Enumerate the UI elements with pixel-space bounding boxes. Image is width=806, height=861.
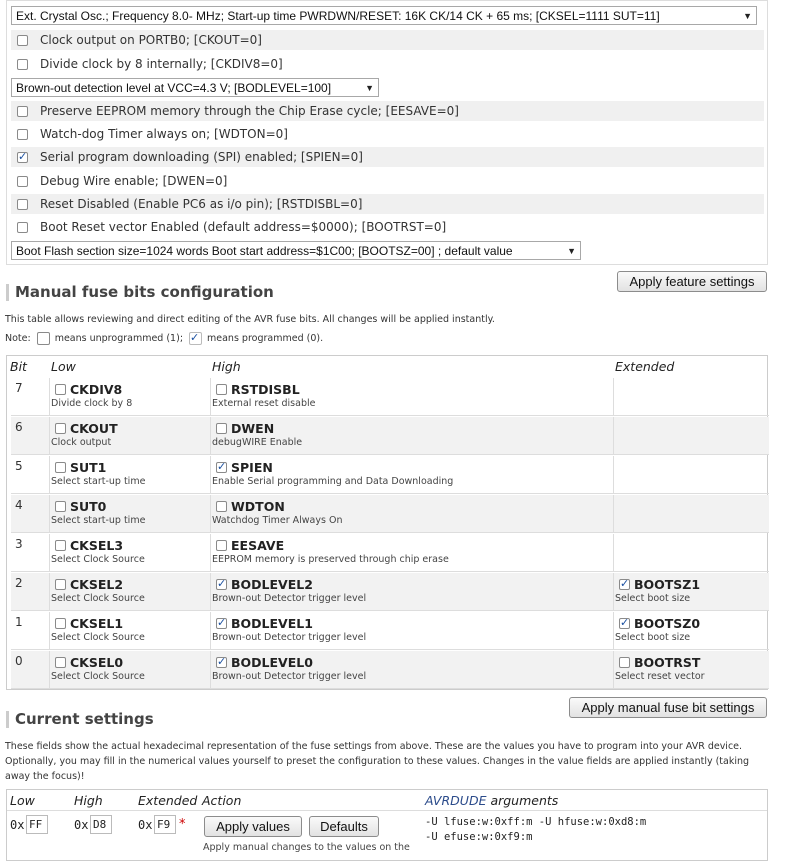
dwen-row[interactable] — [11, 171, 764, 191]
column-divider — [613, 456, 614, 493]
cv-header-high: High — [74, 793, 103, 808]
wdton-checkbox[interactable] — [17, 129, 28, 140]
fuse-name: CKSEL2 — [70, 577, 124, 592]
high-prefix: 0x — [74, 818, 89, 832]
dwen-checkbox[interactable] — [17, 176, 28, 187]
fuse-cell-dwen — [212, 421, 302, 448]
spien-checkbox[interactable] — [17, 152, 28, 163]
ckdiv8-label: Divide clock by 8 internally; [CKDIV8=0] — [40, 57, 283, 71]
table-row — [11, 456, 769, 494]
fuse-description: Brown-out Detector trigger level — [212, 593, 367, 604]
table-row — [11, 378, 769, 416]
fuse-description: Select start-up time — [51, 476, 146, 487]
fuse-description: Brown-out Detector trigger level — [212, 671, 367, 682]
column-divider — [210, 495, 211, 532]
eesave-label: Preserve EEPROM memory through the Chip Erase cycle; [EESAVE=0] — [40, 104, 459, 118]
apply-values-button[interactable]: Apply values — [204, 816, 302, 837]
column-divider — [613, 534, 614, 571]
eesave-checkbox[interactable] — [17, 106, 28, 117]
column-divider — [613, 651, 614, 688]
note-line — [5, 331, 323, 346]
fuse-name: CKSEL1 — [70, 616, 124, 631]
fuse-name: CKOUT — [70, 421, 118, 436]
defaults-button[interactable]: Defaults — [309, 816, 379, 837]
wdton-row[interactable] — [11, 124, 764, 144]
fuse-cell-eesave — [212, 538, 449, 565]
fuse-cell-bootsz1 — [615, 577, 700, 604]
bit-number: 1 — [15, 615, 23, 629]
rstdisbl-row[interactable] — [11, 194, 764, 214]
fuse-description: Select Clock Source — [51, 632, 145, 643]
column-divider — [49, 378, 50, 415]
fuse-checkbox-ckdiv8[interactable] — [55, 384, 66, 395]
fuse-name: BODLEVEL0 — [231, 655, 313, 670]
fuse-description: Select boot size — [615, 632, 691, 643]
spien-row[interactable] — [11, 147, 764, 167]
header-low: Low — [51, 359, 76, 374]
table-row — [11, 573, 769, 611]
chevron-down-icon: ▼ — [365, 83, 374, 93]
bit-number: 2 — [15, 576, 23, 590]
table-row — [11, 651, 769, 689]
fuse-name: EESAVE — [231, 538, 285, 553]
header-extended: Extended — [615, 359, 675, 374]
oscillator-select[interactable] — [11, 6, 757, 25]
header-bit: Bit — [10, 359, 27, 374]
rstdisbl-checkbox[interactable] — [17, 199, 28, 210]
ckdiv8-checkbox[interactable] — [17, 59, 28, 70]
fuse-checkbox-spien[interactable] — [216, 462, 227, 473]
bootsz-select-value: Boot Flash section size=1024 words Boot start address=$1C00; [BOOTSZ=00] ; default value — [16, 243, 513, 258]
fuse-checkbox-cksel2[interactable] — [55, 579, 66, 590]
fuse-checkbox-bodlevel1[interactable] — [216, 618, 227, 629]
column-divider — [210, 651, 211, 688]
table-row — [11, 495, 769, 533]
fuse-name: CKSEL3 — [70, 538, 124, 553]
programmed-legend-checkbox — [189, 332, 202, 345]
unprogrammed-legend-checkbox — [37, 332, 50, 345]
fuse-description: Select Clock Source — [51, 554, 145, 565]
fuse-description: Divide clock by 8 — [51, 398, 133, 409]
note-programmed: means programmed (0). — [207, 333, 324, 344]
column-divider — [613, 495, 614, 532]
bit-number: 7 — [15, 381, 23, 395]
fuse-description: debugWIRE Enable — [212, 437, 303, 448]
fuse-checkbox-eesave[interactable] — [216, 540, 227, 551]
low-fuse-input[interactable]: FF — [26, 815, 48, 834]
fuse-cell-sut0 — [51, 499, 145, 526]
fuse-description: Select start-up time — [51, 515, 146, 526]
ckdiv8-row[interactable] — [11, 54, 764, 74]
current-values-table — [6, 789, 768, 861]
cv-header-avrdude — [425, 793, 558, 808]
fuse-cell-rstdisbl — [212, 382, 315, 409]
fuse-checkbox-cksel0[interactable] — [55, 657, 66, 668]
divider — [7, 810, 767, 811]
ext-prefix: 0x — [138, 818, 153, 832]
fuse-cell-wdton — [212, 499, 342, 526]
fuse-checkbox-dwen[interactable] — [216, 423, 227, 434]
eesave-row[interactable] — [11, 101, 764, 121]
column-divider — [210, 612, 211, 649]
high-fuse-input[interactable]: D8 — [90, 815, 112, 834]
fuse-name: BODLEVEL1 — [231, 616, 313, 631]
fuse-name: BOOTSZ0 — [634, 616, 701, 631]
column-divider — [613, 378, 614, 415]
column-divider — [613, 612, 614, 649]
ckout-label: Clock output on PORTB0; [CKOUT=0] — [40, 33, 262, 47]
fuse-cell-cksel1 — [51, 616, 145, 643]
fuse-cell-ckout — [51, 421, 118, 448]
fuse-description: EEPROM memory is preserved through chip erase — [212, 554, 449, 565]
fuse-name: BODLEVEL2 — [231, 577, 313, 592]
fuse-description: Select Clock Source — [51, 593, 145, 604]
fuse-checkbox-bootsz0[interactable] — [619, 618, 630, 629]
fuse-description: External reset disable — [212, 398, 316, 409]
bodlevel-select[interactable] — [11, 78, 379, 97]
spien-label: Serial program downloading (SPI) enabled; [SPIEN=0] — [40, 150, 363, 164]
fuse-name: CKSEL0 — [70, 655, 124, 670]
column-divider — [49, 612, 50, 649]
wdton-label: Watch-dog Timer always on; [WDTON=0] — [40, 127, 288, 141]
low-prefix: 0x — [10, 818, 25, 832]
column-divider — [210, 378, 211, 415]
table-row — [11, 534, 769, 572]
chevron-down-icon: ▼ — [567, 246, 576, 256]
fuse-cell-bodlevel1 — [212, 616, 366, 643]
dwen-label: Debug Wire enable; [DWEN=0] — [40, 174, 228, 188]
avrdude-arguments — [425, 815, 646, 845]
ckout-row[interactable] — [11, 30, 764, 50]
note-unprogrammed: means unprogrammed (1); — [54, 333, 184, 344]
bootrst-checkbox[interactable] — [17, 222, 28, 233]
column-divider — [613, 573, 614, 610]
fuse-checkbox-sut0[interactable] — [55, 501, 66, 512]
column-divider — [49, 573, 50, 610]
column-divider — [49, 534, 50, 571]
fuse-checkbox-cksel1[interactable] — [55, 618, 66, 629]
fuse-checkbox-ckout[interactable] — [55, 423, 66, 434]
fuse-description: Clock output — [51, 437, 112, 448]
oscillator-select-value: Ext. Crystal Osc.; Frequency 8.0- MHz; Start-up time PWRDWN/RESET: 16K CK/14 CK + 65 ms; [CKSEL=1111 SUT=11] — [16, 8, 660, 23]
fuse-name: RSTDISBL — [231, 382, 300, 397]
fuse-checkbox-cksel3[interactable] — [55, 540, 66, 551]
fuse-cell-sut1 — [51, 460, 145, 487]
bit-number: 6 — [15, 420, 23, 434]
avrdude-link[interactable]: AVRDUDE — [425, 793, 487, 808]
fuse-cell-cksel2 — [51, 577, 145, 604]
column-divider — [49, 417, 50, 454]
column-divider — [210, 573, 211, 610]
apply-manual-fuse-button[interactable]: Apply manual fuse bit settings — [569, 697, 767, 718]
column-divider — [210, 534, 211, 571]
fuse-cell-cksel0 — [51, 655, 145, 682]
fuse-name: WDTON — [231, 499, 285, 514]
avrdude-line-2: -U efuse:w:0xf9:m — [425, 831, 533, 843]
fuse-name: SUT0 — [70, 499, 107, 514]
bootsz-select[interactable] — [11, 241, 581, 260]
cv-header-extended: Extended — [138, 793, 198, 808]
table-row — [11, 417, 769, 455]
fuse-name: CKDIV8 — [70, 382, 123, 397]
fuse-description: Select boot size — [615, 593, 691, 604]
avrdude-line-1: -U lfuse:w:0xff:m -U hfuse:w:0xd8:m — [425, 816, 647, 828]
fuse-description: Watchdog Timer Always On — [212, 515, 343, 526]
fuse-description: Select Clock Source — [51, 671, 145, 682]
fuse-name: SUT1 — [70, 460, 107, 475]
rstdisbl-label: Reset Disabled (Enable PC6 as i/o pin); [RSTDISBL=0] — [40, 197, 363, 211]
column-divider — [49, 456, 50, 493]
action-note: Apply manual changes to the values on the — [203, 842, 410, 853]
feature-settings-panel — [6, 0, 768, 265]
bootrst-row[interactable] — [11, 217, 764, 237]
current-settings-heading: Current settings — [6, 711, 154, 728]
fuse-name: SPIEN — [231, 460, 273, 475]
fuse-cell-cksel3 — [51, 538, 145, 565]
fuse-checkbox-sut1[interactable] — [55, 462, 66, 473]
bootrst-label: Boot Reset vector Enabled (default address=$0000); [BOOTRST=0] — [40, 220, 447, 234]
bit-number: 3 — [15, 537, 23, 551]
arguments-label: arguments — [490, 793, 559, 808]
bit-number: 5 — [15, 459, 23, 473]
ext-fuse-input[interactable]: F9 — [154, 815, 176, 834]
bodlevel-select-value: Brown-out detection level at VCC=4.3 V; [BODLEVEL=100] — [16, 80, 332, 95]
fuse-cell-bodlevel2 — [212, 577, 366, 604]
fuse-name: DWEN — [231, 421, 275, 436]
fuse-name: BOOTSZ1 — [634, 577, 701, 592]
cv-header-action: Action — [202, 793, 242, 808]
manual-intro: This table allows reviewing and direct editing of the AVR fuse bits. All changes will be applied instantly. — [5, 314, 495, 325]
fuse-cell-ckdiv8 — [51, 382, 132, 409]
bit-number: 4 — [15, 498, 23, 512]
column-divider — [49, 495, 50, 532]
column-divider — [49, 651, 50, 688]
column-divider — [210, 456, 211, 493]
note-label: Note: — [5, 333, 31, 344]
column-divider — [613, 417, 614, 454]
fuse-cell-bodlevel0 — [212, 655, 366, 682]
header-high: High — [212, 359, 241, 374]
fuse-checkbox-bootsz1[interactable] — [619, 579, 630, 590]
fuse-cell-spien — [212, 460, 453, 487]
current-intro: These fields show the actual hexadecimal representation of the fuse settings from above. These are the values you have to program into your AVR device. Optionally, you may fill in the numerical values yourself to preset the configuration to these values. Changes in the value fields are applied instantly (taking away the focus)! — [5, 741, 750, 782]
table-row — [11, 612, 769, 650]
bit-number: 0 — [15, 654, 23, 668]
fuse-checkbox-bodlevel0[interactable] — [216, 657, 227, 668]
fuse-bits-table — [6, 355, 768, 690]
fuse-checkbox-wdton[interactable] — [216, 501, 227, 512]
fuse-description: Brown-out Detector trigger level — [212, 632, 367, 643]
fuse-checkbox-bootrst[interactable] — [619, 657, 630, 668]
apply-feature-settings-button[interactable]: Apply feature settings — [617, 271, 767, 292]
fuse-checkbox-bodlevel2[interactable] — [216, 579, 227, 590]
ckout-checkbox[interactable] — [17, 35, 28, 46]
chevron-down-icon: ▼ — [743, 11, 752, 21]
fuse-checkbox-rstdisbl[interactable] — [216, 384, 227, 395]
fuse-cell-bootsz0 — [615, 616, 700, 643]
fuse-cell-bootrst — [615, 655, 705, 682]
manual-fuse-heading: Manual fuse bits configuration — [6, 284, 274, 301]
fuse-name: BOOTRST — [634, 655, 701, 670]
column-divider — [210, 417, 211, 454]
required-mark: * — [179, 817, 186, 832]
cv-header-low: Low — [10, 793, 35, 808]
fuse-description: Select reset vector — [615, 671, 705, 682]
fuse-description: Enable Serial programming and Data Downloading — [212, 476, 454, 487]
